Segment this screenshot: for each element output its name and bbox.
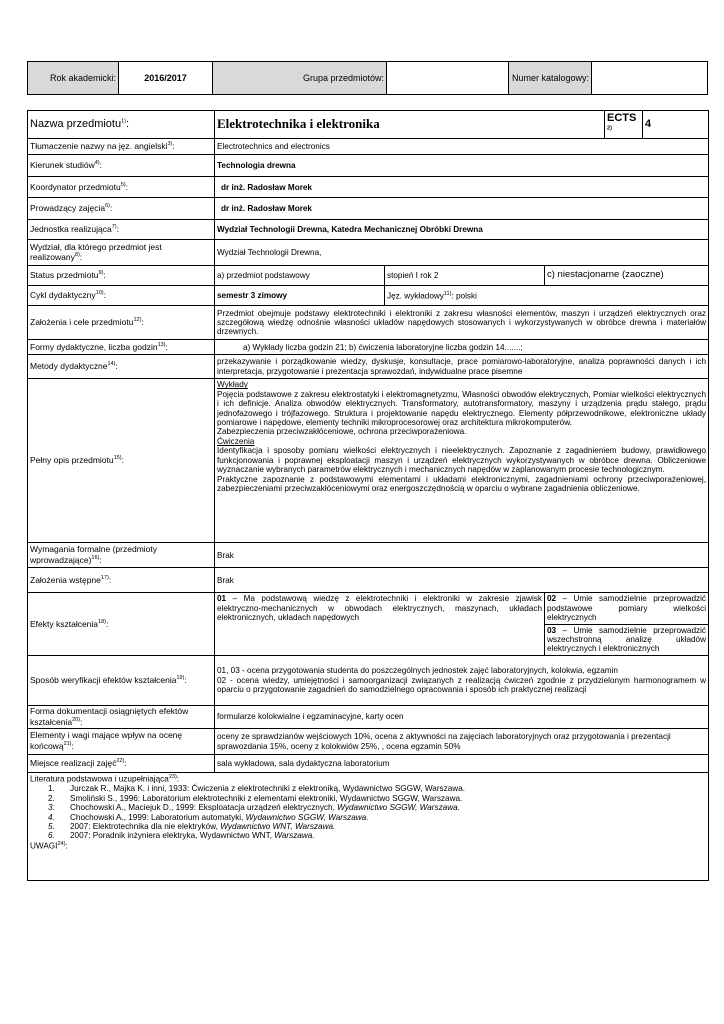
literature [28, 773, 709, 881]
english-value: Electrotechnics and electronics [215, 139, 709, 155]
exercises-heading: Ćwiczenia [217, 436, 255, 446]
field-value: Technologia drewna [215, 155, 709, 177]
req-label: Wymagania formalne (przedmioty wprowadzające)$^{16)}$: [28, 543, 215, 568]
lecturer-label: Prowadzący zajęcia$^{6)}$: [28, 198, 215, 220]
full-description [215, 379, 709, 543]
lit-item-number: 6. [48, 831, 55, 841]
english-label: Tłumaczenie nazwy na jęz. angielski$^{3)}$: [28, 139, 215, 155]
lit-item-text: Smoliński S., 1996: Laboratorium elektrotechniki z elementami elektroniki, Wydawnictwo SGGW, Warszawa. [70, 793, 463, 803]
lecturer-value: dr inż. Radosław Morek [215, 198, 709, 220]
lit-item-number: 1. [48, 784, 55, 794]
year-value: 2016/2017 [119, 62, 213, 94]
lit-item [30, 803, 706, 812]
group-value [387, 62, 509, 94]
effect-02: 02 – Umie samodzielnie przeprowadzić podstawowe pomiary wielkości elektrycznych [545, 593, 708, 624]
field-label: Kierunek studiów$^{4)}$: [28, 155, 215, 177]
ects-value: 4 [643, 111, 709, 139]
group-label: Grupa przedmiotów: [213, 62, 387, 94]
lit-item [30, 822, 706, 831]
req-value: Brak [215, 543, 709, 568]
lit-label: Literatura podstawowa i uzupełniająca$^{23)}$: [30, 774, 180, 784]
verif-value [215, 655, 709, 705]
pre-label: Założenia wstępne$^{17)}$: [28, 568, 215, 593]
faculty-label: Wydział, dla którego przedmiot jest realizowany$^{8)}$: [28, 240, 215, 266]
goals-label: Założenia i cele przedmiotu$^{12)}$: [28, 306, 215, 340]
lit-item-text: Chochowski A., 1999: Laboratorium automatyki, [70, 812, 246, 822]
lectures-text-2: Zabezpieczenia przeciwzakłóceniowe, ochrona przeciwporażeniowa. [217, 427, 467, 437]
effects-right [545, 593, 709, 656]
verif-line-2: 02 - ocena wiedzy, umiejętności i samoorganizacji związanych z realizacją ćwiczeń zgodnie z przydzielonym harmonogramem w oparciu o przygotowanie zagadnień do samodzielnego opracowania i sposób ich praktycznej realizacji [217, 675, 707, 695]
methods-label: Metody dydaktyczne$^{14)}$: [28, 355, 215, 379]
lit-item [30, 813, 706, 822]
weights-label: Elementy i wagi mające wpływ na ocenę końcową$^{21)}$: [28, 729, 215, 755]
place-label: Miejsce realizacji zajęć$^{22)}$: [28, 755, 215, 773]
coord-value: dr inż. Radosław Morek [215, 177, 709, 198]
cycle-label: Cykl dydaktyczny$^{10)}$: [28, 286, 215, 306]
lit-item-number: 4. [48, 812, 55, 822]
forms-value: a) Wykłady liczba godzin 21; b) ćwiczenia laboratoryjne liczba godzin 14.......; [215, 340, 709, 355]
lit-item-text: 2007: Elektrotechnika dla nie elektryków, [70, 822, 221, 832]
lit-item-publisher: Wydawnictwo SGGW, Warszawa. [337, 803, 460, 813]
status-a: a) przedmiot podstawowy [215, 266, 385, 286]
weights-value: oceny ze sprawdzianów wejściowych 10%, ocena z aktywności na zajęciach laboratoryjnych oraz przygotowania i prezentacji sprawozdania 15%, oceny z kolokwiów 25%, , ocena egzamin 50% [215, 729, 709, 755]
lit-item-publisher: Wydawnictwo WNT, Warszawa. [220, 822, 336, 832]
lit-item-number: 5. [48, 822, 55, 832]
cycle-value: semestr 3 zimowy [215, 286, 385, 306]
status-label: Status przedmiotu$^{9)}$: [28, 266, 215, 286]
status-c: c) niestacjonarne (zaoczne) [545, 266, 709, 286]
pre-value: Brak [215, 568, 709, 593]
effect-01: 01 – Ma podstawową wiedzę z elektrotechniki i elektroniki w zakresie zjawisk elektryczno-mechanicznych w obwodach elektrycznych, maszynach, układach elektronicznych, układach napędowych [215, 593, 545, 656]
header-bar [27, 61, 708, 95]
lit-item-text: 2007: Poradnik inżyniera elektryka, Wydawnictwo WNT, [70, 831, 275, 841]
lit-item-number: 3. [48, 803, 55, 813]
lit-item-publisher: Wydawnictwo SGGW, Warszawa. [245, 812, 369, 822]
lit-list [30, 784, 706, 841]
place-value: sala wykładowa, sala dydaktyczna laboratorium [215, 755, 709, 773]
lectures-text: Pojęcia podstawowe z zakresu elektrostatyki i elektromagnetyzmu, Własności obwodów elektrycznych, Pomiar wielkości elektrycznych i ich definicje. Analiza obwodów elektrycznych. Transformatory, autotransformatory, maszyny i urządzenia prądu stałego, prądu jednofazowego i trójfazowego. Struktura i projektowanie napędu elektrycznego. Elementy półprzewodnikowe, elektroniczne układy pomiarowe i napędowe, elementy techniki mikroprocesorowej oraz architektura mikrokomputerów. [217, 389, 707, 427]
full-label: Pełny opis przedmiotu$^{15)}$: [28, 379, 215, 543]
exercises-text: Identyfikacja i sposoby pomiaru wielkości elektrycznych i nieelektrycznych. Zapoznanie z zagadnieniem budowy, prawidłowego funkcjonowania i poprawnej eksploatacji maszyn i urządzeń elektrycznych wykorzystywanych w obróbce drewna. Obliczeniowe wyznaczanie wybranych parametrów elektrycznych i mechanicznych napędów w zaplanowanym procesie technologicznym. [217, 446, 707, 475]
language-cell: Jęz. wykładowy$^{11)}$: polski [385, 286, 709, 306]
forms-label: Formy dydaktyczne, liczba godzin$^{13)}$: [28, 340, 215, 355]
unit-value: Wydział Technologii Drewna, Katedra Mechanicznej Obróbki Drewna [215, 220, 709, 240]
lit-item-text: Chochowski A., Maciejuk D., 1999: Eksploatacja urządzeń elektrycznych, [70, 803, 338, 813]
verif-label: Sposób weryfikacji efektów kształcenia$^{19)}$: [28, 655, 215, 705]
lit-item-text: Jurczak R., Majka K. i inni, 1933: Ćwiczenia z elektrotechniki z elektroniką, Wydawnictwo SGGW, Warszawa. [70, 784, 466, 794]
catalog-label: Numer katalogowy: [509, 62, 592, 94]
goals-value: Przedmiot obejmuje podstawy elektrotechniki i elektroniki z zakresu własności elementów, maszyn i urządzeń elektrycznych oraz szczegółową wiedzę odnośnie własności układów napędowych stosowanych i wykorzystywanych w obróbce drewna i materiałów drzewnych. [215, 306, 709, 340]
name-label: Nazwa przedmiotu$^{1)}$: [28, 111, 215, 139]
unit-label: Jednostka realizująca$^{7)}$: [28, 220, 215, 240]
verif-line-1: 01, 03 - ocena przygotowania studenta do poszczególnych jednostek zajęć laboratoryjnych, kolokwia, egzamin [217, 666, 618, 676]
exercises-text-2: Praktyczne zapoznanie z podstawowymi elementami i układami elektronicznymi, zagadnieniami ochrony przeciwporażeniowej, zabezpieczeniami przeciwzakłóceniowymi oraz energoszczędnością w oparciu o wybrane zagadnienia obliczeniowe. [217, 474, 707, 493]
year-label: Rok akademicki: [28, 62, 119, 94]
lit-item [30, 784, 706, 793]
effects-label: Efekty kształcenia$^{18)}$: [28, 593, 215, 656]
lit-item-number: 2. [48, 793, 55, 803]
methods-value: przekazywanie i porządkowanie wiedzy, dyskusje, konsultacje, prace pomiarowo-laboratoryjne, analiza poprawności danych i ich interpretacja, przygotowanie i prezentacja sprawozdań, indywidualne prace pisemne [215, 355, 709, 379]
lit-item-publisher: Warszawa. [274, 831, 315, 841]
lit-item [30, 794, 706, 803]
status-b: stopień I rok 2 [385, 266, 545, 286]
docs-label: Forma dokumentacji osiągniętych efektów kształcenia$^{20)}$: [28, 705, 215, 728]
course-name: Elektrotechnika i elektronika [215, 111, 605, 139]
coord-label: Koordynator przedmiotu$^{5)}$: [28, 177, 215, 198]
catalog-value [592, 62, 707, 94]
effect-03: 03 – Umie samodzielnie przeprowadzić wszechstronną analizę układów elektrycznych i elektronicznych [547, 625, 707, 654]
ects-label: ECTS $^{2)}$ [605, 111, 643, 139]
faculty-value: Wydział Technologii Drewna, [215, 240, 709, 266]
course-card [27, 110, 709, 881]
notes-label: UWAGI$^{24)}$: [30, 840, 68, 851]
lectures-heading: Wykłady [217, 380, 248, 390]
lit-item [30, 831, 706, 840]
docs-value: formularze kolokwialne i egzaminacyjne, karty ocen [215, 705, 709, 728]
